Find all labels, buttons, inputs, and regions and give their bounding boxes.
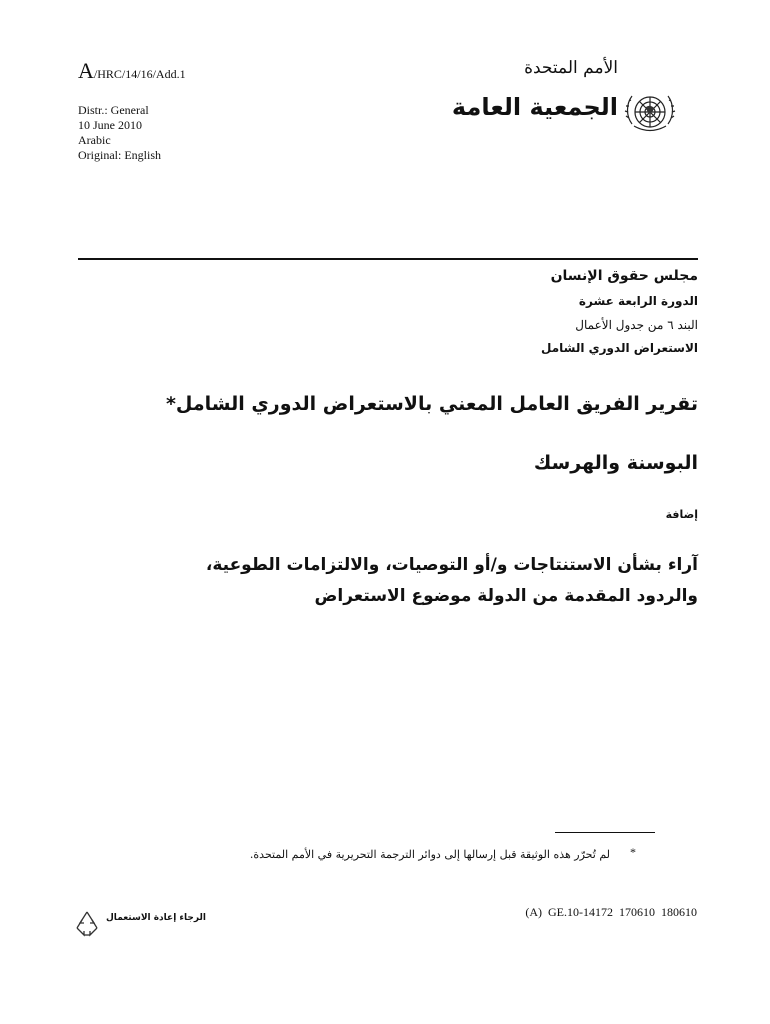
report-title: تقرير الفريق العامل المعني بالاستعراض الدوري الشامل* [165, 393, 698, 415]
agenda-topic: الاستعراض الدوري الشامل [541, 341, 698, 355]
recycle-text: الرجاء إعادة الاستعمال [106, 913, 206, 923]
views-line-2: والردود المقدمة من الدولة موضوع الاستعراض [314, 586, 698, 606]
general-assembly-title: الجمعية العامة [451, 93, 618, 121]
council-name: مجلس حقوق الإنسان [550, 268, 698, 284]
header-rule [78, 258, 698, 260]
session-name: الدورة الرابعة عشرة [578, 294, 698, 308]
agenda-item: البند ٦ من جدول الأعمال [575, 318, 698, 332]
addendum-label: إضافة [665, 508, 698, 521]
document-symbol [78, 58, 186, 84]
distribution-block [78, 103, 161, 163]
views-line-1: آراء بشأن الاستنتاجات و/أو التوصيات، والالتزامات الطوعية، [205, 555, 698, 575]
country-title: البوسنة والهرسك [533, 452, 698, 474]
footnote-rule [555, 832, 655, 833]
symbol-initial: A [78, 58, 94, 83]
job-number: (A) GE.10-14172 170610 180610 [525, 905, 697, 919]
symbol-rest: /HRC/14/16/Add.1 [93, 67, 186, 81]
views-title [206, 550, 698, 612]
un-emblem-icon [622, 88, 678, 138]
recycle-icon [72, 908, 102, 938]
language: Arabic [78, 133, 111, 147]
original-language: Original: English [78, 148, 161, 162]
united-nations-label: الأمم المتحدة [524, 58, 618, 78]
footnote-marker: * [630, 845, 636, 859]
footnote-text: لم تُحرّر هذه الوثيقة قبل إرسالها إلى دوائر الترجمة التحريرية في الأمم المتحدة. [249, 848, 610, 861]
issue-date: 10 June 2010 [78, 118, 142, 132]
distribution: Distr.: General [78, 103, 149, 117]
